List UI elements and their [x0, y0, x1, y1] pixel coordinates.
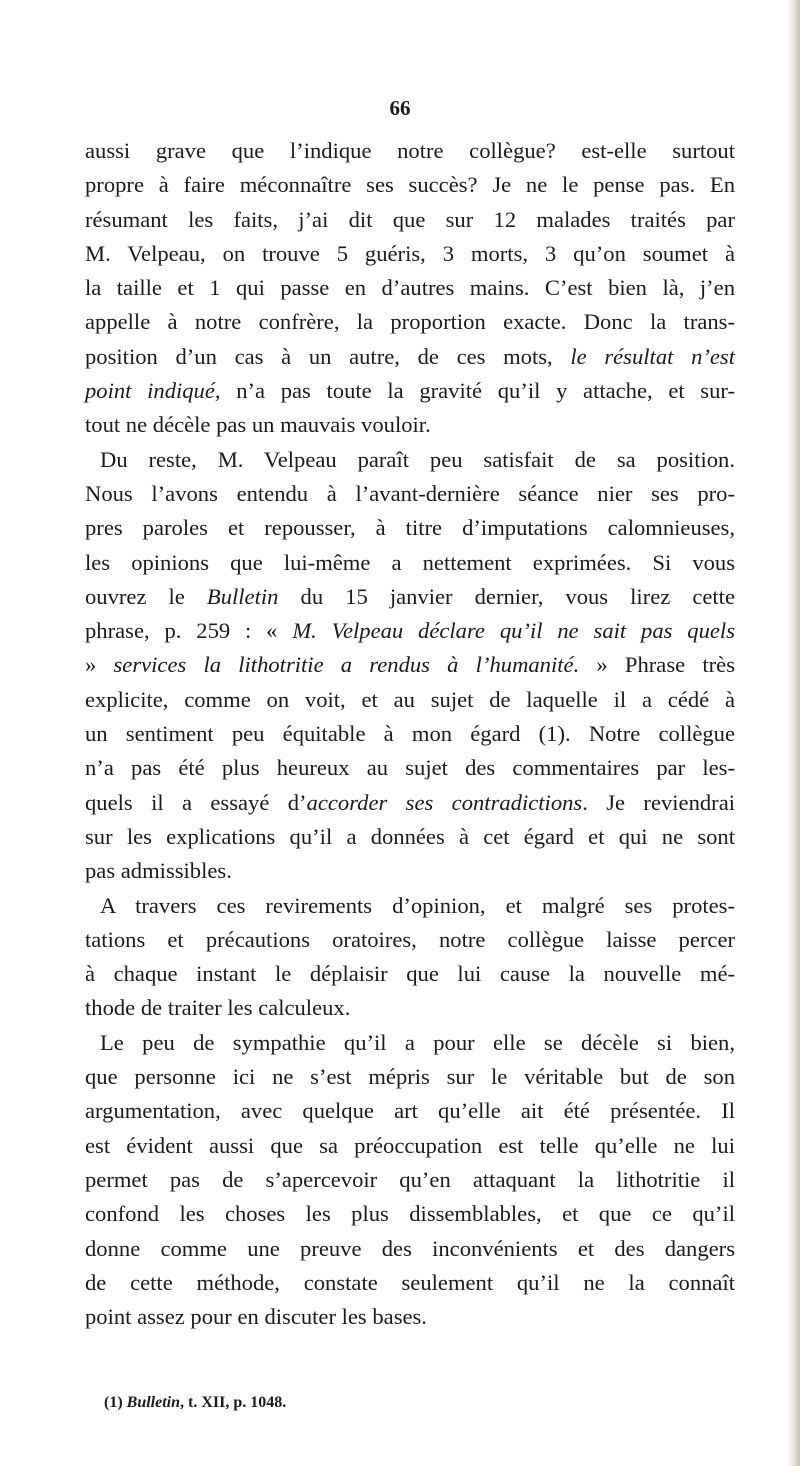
text-line	[85, 820, 735, 854]
text-segment: de cette méthode, constate seulement qu’il ne la connaît	[85, 1269, 735, 1295]
text-segment: »	[85, 652, 114, 678]
italic-text: le résultat n’est	[570, 343, 735, 369]
text-line	[85, 305, 735, 339]
text-segment: ouvrez le	[85, 583, 207, 609]
text-line	[85, 511, 735, 545]
text-line	[85, 271, 735, 305]
text-segment: phrase, p. 259 : «	[85, 618, 293, 644]
text-line	[85, 1232, 735, 1266]
text-segment: les opinions que lui-même a nettement exprimées. Si vous	[85, 549, 735, 575]
text-segment: propre à faire méconnaître ses succès? Je ne le pense pas. En	[85, 172, 735, 198]
text-segment: Le peu de sympathie qu’il a pour elle se décèle si bien,	[100, 1029, 735, 1055]
text-line	[85, 477, 735, 511]
text-line	[85, 1129, 735, 1163]
text-segment: un sentiment peu équitable à mon égard (1). Notre collègue	[85, 721, 735, 747]
text-segment: Du reste, M. Velpeau paraît peu satisfait de sa position.	[100, 446, 735, 472]
text-line	[85, 957, 735, 991]
text-segment: A travers ces revirements d’opinion, et malgré ses protes-	[100, 892, 735, 918]
text-line	[85, 408, 735, 442]
italic-text: point indiqué	[85, 378, 215, 404]
text-segment: . Je reviendrai	[582, 789, 736, 815]
text-segment: , t. XII, p. 1048.	[180, 1394, 287, 1411]
text-line	[85, 614, 735, 648]
text-line	[85, 443, 735, 477]
text-line	[85, 580, 735, 614]
text-segment: sur les explications qu’il a données à cet égard et qui ne sont	[85, 823, 735, 849]
footnote	[104, 1394, 286, 1412]
text-segment: est évident aussi que sa préoccupation est telle qu’elle ne lui	[85, 1132, 735, 1158]
text-line	[85, 854, 735, 888]
text-line	[85, 374, 735, 408]
text-segment: confond les choses les plus dissemblables, et que ce qu’il	[85, 1201, 735, 1227]
text-line	[85, 1026, 735, 1060]
text-line	[85, 648, 735, 682]
text-segment: thode de traiter les calculeux.	[85, 995, 351, 1021]
text-line	[85, 203, 735, 237]
text-segment: M. Velpeau, on trouve 5 guéris, 3 morts, 3 qu’on soumet à	[85, 240, 735, 266]
text-line	[85, 546, 735, 580]
text-line	[85, 340, 735, 374]
text-segment: donne comme une preuve des inconvénients et des dangers	[85, 1235, 735, 1261]
text-segment: résumant les faits, j’ai dit que sur 12 malades traités par	[85, 206, 735, 232]
text-segment: » Phrase très	[579, 652, 735, 678]
text-line	[85, 1300, 735, 1334]
text-segment: Nous l’avons entendu à l’avant-dernière séance nier ses pro-	[85, 480, 735, 506]
text-segment: argumentation, avec quelque art qu’elle ait été présentée. Il	[85, 1098, 735, 1124]
text-segment: aussi grave que l’indique notre collègue? est-elle surtout	[85, 138, 735, 163]
page-number: 66	[389, 96, 411, 120]
text-line	[85, 1197, 735, 1231]
text-line	[85, 717, 735, 751]
text-segment: , n’a pas toute la gravité qu’il y attache, et sur-	[214, 378, 735, 404]
text-segment: tout ne décèle pas un mauvais vouloir.	[85, 412, 431, 438]
text-segment: pres paroles et repousser, à titre d’imputations calomnieuses,	[85, 515, 735, 541]
italic-text: services la lithotritie a rendus à l’humanité.	[113, 652, 580, 678]
text-line	[85, 1266, 735, 1300]
text-line	[85, 786, 735, 820]
text-line	[85, 1060, 735, 1094]
text-line	[85, 1163, 735, 1197]
text-segment: du 15 janvier dernier, vous lirez cette	[278, 583, 735, 609]
text-segment: la taille et 1 qui passe en d’autres mains. C’est bien là, j’en	[85, 275, 735, 301]
text-line	[85, 237, 735, 271]
text-line	[85, 683, 735, 717]
page-edge-shadow	[786, 0, 800, 1466]
text-line	[85, 1094, 735, 1128]
text-line	[85, 134, 735, 168]
text-segment: permet pas de s’apercevoir qu’en attaquant la lithotritie il	[85, 1166, 735, 1192]
text-segment: à chaque instant le déplaisir que lui cause la nouvelle mé-	[85, 961, 735, 987]
italic-text: M. Velpeau déclare qu’il ne sait pas quels	[292, 618, 735, 644]
body-text	[85, 134, 735, 1334]
text-line	[85, 889, 735, 923]
text-segment: n’a pas été plus heureux au sujet des commentaires par les-	[85, 755, 735, 781]
text-segment: point assez pour en discuter les bases.	[85, 1304, 427, 1330]
italic-text: accorder ses contradictions	[306, 789, 583, 815]
text-line	[85, 168, 735, 202]
text-segment: position d’un cas à un autre, de ces mots,	[85, 343, 571, 369]
text-segment: (1)	[104, 1394, 127, 1411]
text-line	[85, 991, 735, 1025]
text-segment: tations et précautions oratoires, notre collègue laisse percer	[85, 926, 735, 952]
text-segment: que personne ici ne s’est mépris sur le véritable but de son	[85, 1064, 735, 1090]
text-line	[85, 751, 735, 785]
text-segment: appelle à notre confrère, la proportion exacte. Donc la trans-	[85, 309, 735, 335]
text-segment: quels il a essayé d’	[85, 789, 307, 815]
text-line	[85, 923, 735, 957]
italic-text: Bulletin	[126, 1394, 181, 1411]
text-segment: explicite, comme on voit, et au sujet de laquelle il a cédé à	[85, 686, 735, 712]
text-segment: pas admissibles.	[85, 858, 232, 884]
italic-text: Bulletin	[206, 583, 279, 609]
